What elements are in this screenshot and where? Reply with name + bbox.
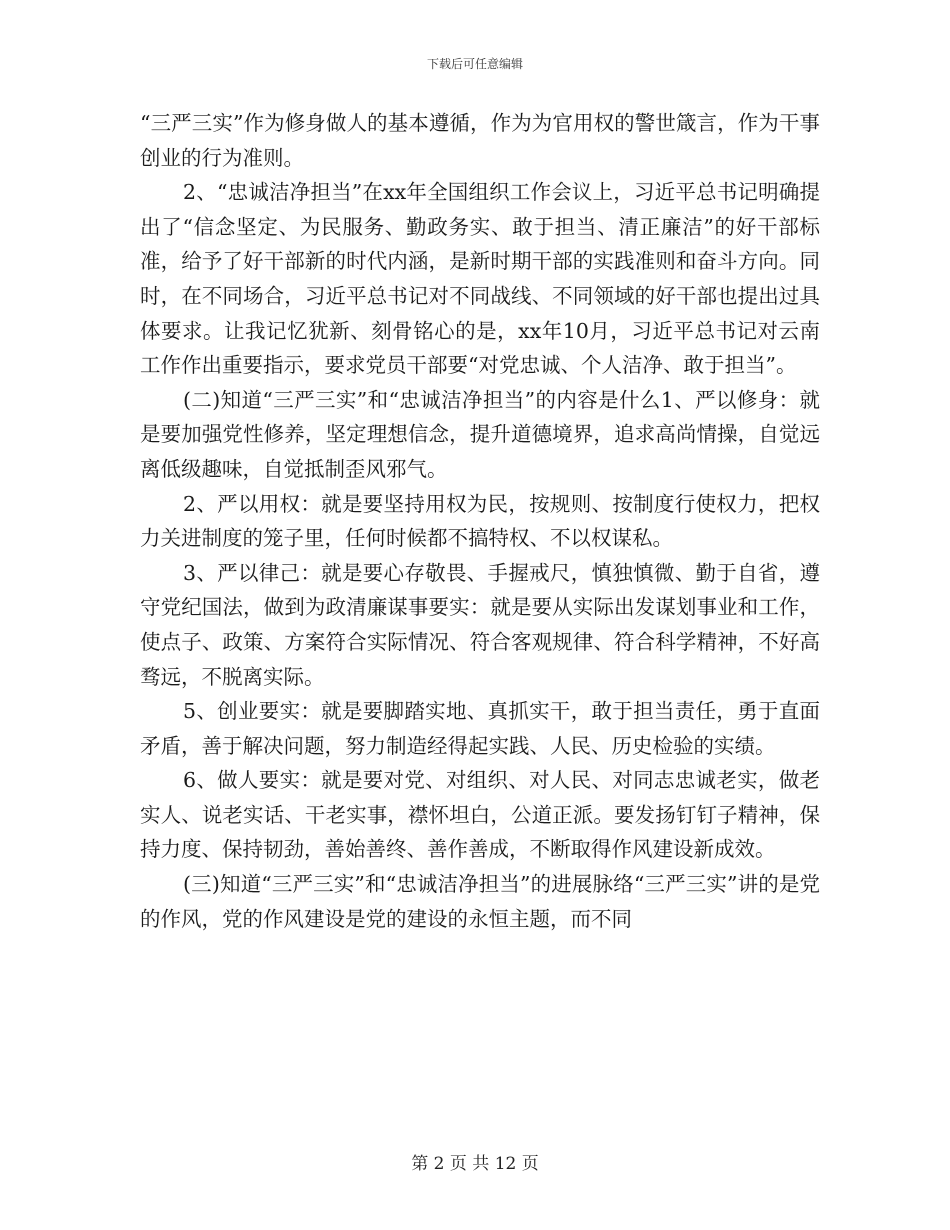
paragraph-5: 3、严以律己：就是要心存敬畏、手握戒尺，慎独慎微、勤于自省，遵守党纪国法，做到为政清廉谋事要实：就是要从实际出发谋划事业和工作，使点子、政策、方案符合实际情况、符合客观规律、符合科学精神，不好高骛远，不脱离实际。: [140, 560, 820, 689]
paragraph-6: 5、创业要实：就是要脚踏实地、真抓实干，敢于担当责任，勇于直面矛盾，善于解决问题，努力制造经得起实践、人民、历史检验的实绩。: [140, 699, 820, 758]
paragraph-7: 6、做人要实：就是要对党、对组织、对人民、对同志忠诚老实，做老实人、说老实话、干老实事，襟怀坦白，公道正派。要发扬钉钉子精神，保持力度、保持韧劲，善始善终、善作善成，不断取得作风建设新成效。: [140, 768, 820, 862]
document-body: [140, 106, 820, 936]
paragraph-3: (二)知道“三严三实”和“忠诚洁净担当”的内容是什么1、严以修身：就是要加强党性修养，坚定理想信念，提升道德境界，追求高尚情操，自觉远离低级趣味，自觉抵制歪风邪气。: [140, 387, 820, 481]
page-footer: 第 2 页 共 12 页: [411, 1154, 539, 1174]
paragraph-8: (三)知道“三严三实”和“忠诚洁净担当”的进展脉络“三严三实”讲的是党的作风，党的作风建设是党的建设的永恒主题，而不同: [140, 872, 820, 931]
paragraph-2: 2、“忠诚洁净担当”在xx年全国组织工作会议上，习近平总书记明确提出了“信念坚定、为民服务、勤政务实、敢于担当、清正廉洁”的好干部标准，给予了好干部新的时代内涵，是新时期干部的实践准则和奋斗方向。同时，在不同场合，习近平总书记对不同战线、不同领域的好干部也提出过具体要求。让我记忆犹新、刻骨铭心的是，xx年10月，习近平总书记对云南工作作出重要指示，要求党员干部要“对党忠诚、个人洁净、敢于担当”。: [140, 180, 820, 378]
paragraph-4: 2、严以用权：就是要坚持用权为民，按规则、按制度行使权力，把权力关进制度的笼子里，任何时候都不搞特权、不以权谋私。: [140, 491, 820, 551]
page-header: 下载后可任意编辑: [426, 57, 523, 71]
paragraph-1: “三严三实”作为修身做人的基本遵循，作为为官用权的警世箴言，作为干事创业的行为准则。: [140, 111, 820, 170]
